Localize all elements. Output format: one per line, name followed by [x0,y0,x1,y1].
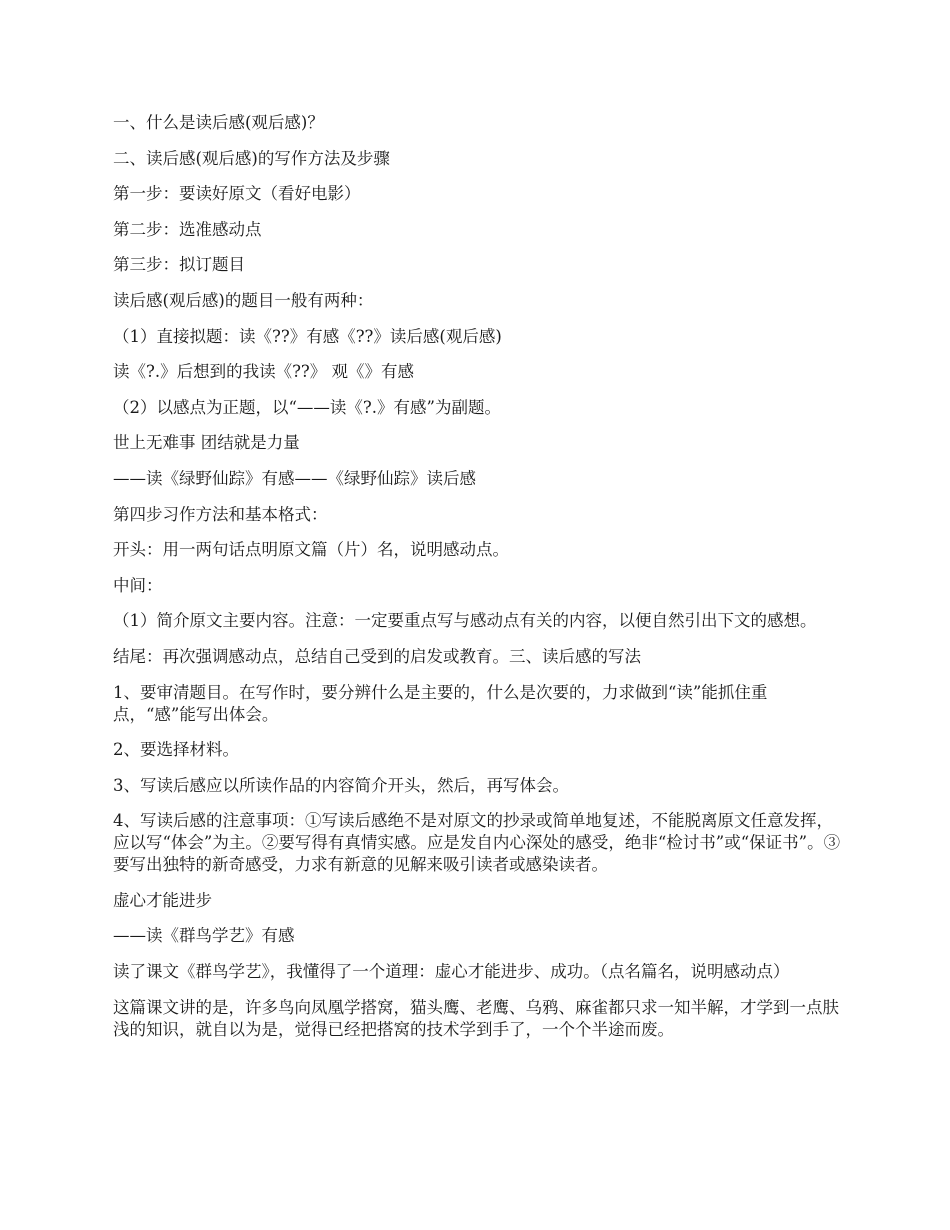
essay-paragraph-1: 读了课文《群鸟学艺》，我懂得了一个道理：虚心才能进步、成功。（点名篇名，说明感动点） [113,962,790,982]
title-type-two: （2）以感点为正题，以“——读《?.》有感”为副题。 [113,397,501,417]
example-subtitle: ——读《绿野仙踪》有感——《绿野仙踪》读后感 [113,468,476,488]
tip-four: 4、写读后感的注意事项：①写读后感绝不是对原文的抄录或简单地复述，不能脱离原文任意发挥，应以写“体会”为主。②要写得有真情实感。应是发自内心深处的感受，绝非“检讨书”或“保证书”。③要写出独特的新奇感受，力求有新意的见解来吸引读者或感染读者。 [113,811,841,875]
example-main-title: 世上无难事 团结就是力量 [113,433,300,453]
heading-what-is: 一、什么是读后感(观后感)？ [113,113,324,132]
format-opening: 开头：用一两句话点明原文篇（片）名，说明感动点。 [113,540,509,560]
title-type-one-examples: 读《?.》后想到的我读《??》 观《》有感 [113,362,415,382]
tip-one: 1、要审清题目。在写作时，要分辨什么是主要的，什么是次要的，力求做到“读”能抓住重点，“感”能写出体会。 [113,682,768,724]
title-type-one: （1）直接拟题：读《??》有感《??》读后感(观后感) [113,326,502,346]
step-one: 第一步：要读好原文（看好电影） [113,184,361,204]
tip-three: 3、写读后感应以所读作品的内容简介开头，然后，再写体会。 [113,775,569,795]
step-three: 第三步：拟订题目 [113,255,245,275]
format-middle: 中间： [113,575,163,595]
step-four: 第四步习作方法和基本格式： [113,504,328,524]
essay-paragraph-2: 这篇课文讲的是，许多鸟向凤凰学搭窝，猫头鹰、老鹰、乌鸦、麻雀都只求一知半解，才学到一点肤浅的知识，就自以为是，觉得已经把搭窝的技术学到手了，一个个半途而废。 [113,997,839,1039]
document-body [113,112,841,1054]
format-ending: 结尾：再次强调感动点，总结自己受到的启发或教育。三、读后感的写法 [113,646,641,666]
title-types: 读后感(观后感)的题目一般有两种： [113,290,374,310]
essay-subtitle: ——读《群鸟学艺》有感 [113,926,295,946]
essay-title: 虚心才能进步 [113,890,212,910]
heading-methods: 二、读后感(观后感)的写作方法及步骤 [113,148,390,168]
format-middle-item: （1）简介原文主要内容。注意：一定要重点写与感动点有关的内容，以便自然引出下文的感想。 [113,611,817,631]
tip-two: 2、要选择材料。 [113,740,239,760]
step-two: 第二步：选准感动点 [113,219,262,239]
